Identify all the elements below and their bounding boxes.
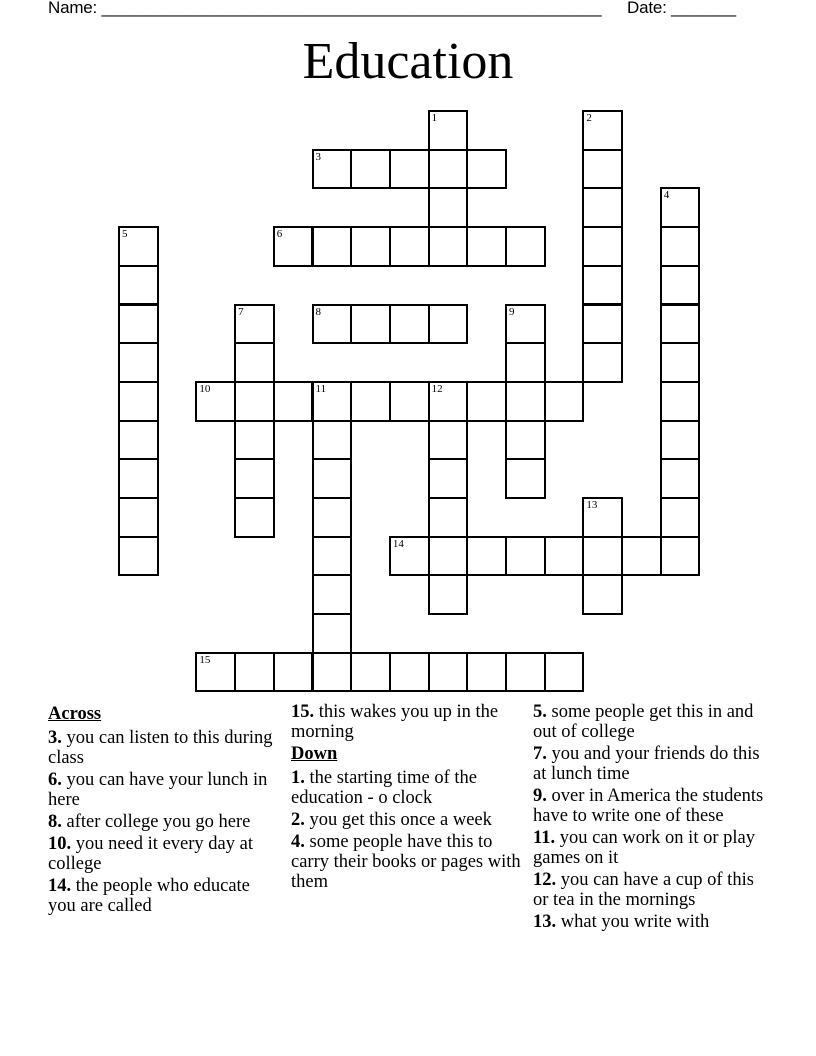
grid-cell[interactable]: [350, 149, 391, 190]
clue-number: 8.: [48, 812, 62, 832]
clue-text: some people have this to carry their books or pages with them: [291, 832, 521, 892]
grid-cell[interactable]: [660, 497, 701, 538]
grid-cell[interactable]: [505, 304, 546, 345]
grid-cell[interactable]: [660, 536, 701, 577]
grid-cell[interactable]: [505, 342, 546, 383]
grid-cell[interactable]: [273, 381, 314, 422]
clue-number: 12.: [533, 870, 557, 890]
clue-text: this wakes you up in the morning: [291, 702, 499, 742]
grid-cell[interactable]: [234, 304, 275, 345]
grid-cell[interactable]: [234, 420, 275, 461]
clue-text: after college you go here: [61, 812, 251, 832]
grid-cell[interactable]: [312, 613, 353, 654]
clue-number: 13.: [533, 912, 557, 932]
grid-cell[interactable]: [660, 265, 701, 306]
clue-number: 14.: [48, 876, 72, 896]
clue-number-label: 10: [199, 382, 211, 395]
clues-column-2: [291, 702, 526, 894]
grid-cell[interactable]: [350, 304, 391, 345]
grid-cell[interactable]: [660, 458, 701, 499]
clue-number-label: 4: [663, 189, 670, 202]
grid-cell[interactable]: [273, 652, 314, 693]
grid-cell[interactable]: [466, 652, 507, 693]
grid-cell[interactable]: [428, 574, 469, 615]
grid-cell[interactable]: [312, 574, 353, 615]
grid-cell[interactable]: [660, 187, 701, 228]
grid-cell[interactable]: [428, 381, 469, 422]
grid-cell[interactable]: [428, 226, 469, 267]
grid-cell[interactable]: [312, 149, 353, 190]
grid-cell[interactable]: [234, 497, 275, 538]
grid-cell[interactable]: [350, 652, 391, 693]
clue-number: 15.: [291, 702, 315, 722]
grid-cell[interactable]: [118, 497, 159, 538]
clue-across-14: [48, 876, 280, 916]
clue-down-12: [533, 870, 773, 910]
grid-cell[interactable]: [118, 226, 159, 267]
clue-number: 9.: [533, 786, 547, 806]
grid-cell[interactable]: [389, 304, 430, 345]
clue-text: over in America the students have to write one of these: [533, 786, 764, 826]
clue-number-label: 1: [431, 112, 438, 124]
clue-text: you can listen to this during class: [48, 728, 273, 768]
clue-number-label: 2: [586, 112, 592, 124]
grid-cell[interactable]: [312, 304, 353, 345]
clue-across-8: [48, 812, 280, 832]
grid-cell[interactable]: [312, 458, 353, 499]
grid-cell[interactable]: [466, 536, 507, 577]
grid-cell[interactable]: [234, 652, 275, 693]
grid-cell[interactable]: [234, 342, 275, 383]
clues-column-1: [48, 702, 280, 918]
grid-cell[interactable]: [660, 420, 701, 461]
grid-cell[interactable]: [660, 342, 701, 383]
grid-cell[interactable]: [312, 497, 353, 538]
grid-cell[interactable]: [312, 652, 353, 693]
grid-cell[interactable]: [428, 458, 469, 499]
clue-down-9: [533, 786, 773, 826]
clue-number-label: 3: [315, 150, 321, 163]
grid-cell[interactable]: [234, 381, 275, 422]
grid-cell[interactable]: [582, 226, 623, 267]
grid-cell[interactable]: [195, 652, 236, 693]
clue-text: what you write with: [556, 912, 710, 932]
grid-cell[interactable]: [389, 226, 430, 267]
grid-cell[interactable]: [312, 420, 353, 461]
clue-across-15: [291, 702, 526, 742]
grid-cell[interactable]: [234, 458, 275, 499]
clue-down-11: [533, 828, 773, 868]
clue-number-label: 14: [392, 537, 404, 550]
grid-cell[interactable]: [118, 536, 159, 577]
clue-number-label: 8: [315, 305, 321, 318]
grid-cell[interactable]: [428, 497, 469, 538]
grid-cell[interactable]: [582, 187, 623, 228]
grid-cell[interactable]: [389, 381, 430, 422]
clues-column-3: [533, 702, 773, 934]
grid-cell[interactable]: [544, 381, 585, 422]
clue-text: you can have a cup of this or tea in the mornings: [533, 870, 754, 910]
grid-cell[interactable]: [466, 381, 507, 422]
clue-number-label: 5: [122, 228, 128, 241]
grid-cell[interactable]: [621, 536, 662, 577]
clue-number: 10.: [48, 834, 72, 854]
grid-cell[interactable]: [428, 536, 469, 577]
grid-cell[interactable]: [582, 304, 623, 345]
grid-cell[interactable]: [312, 226, 353, 267]
grid-cell[interactable]: [428, 420, 469, 461]
grid-cell[interactable]: [582, 149, 623, 190]
grid-cell[interactable]: [118, 458, 159, 499]
clue-down-7: [533, 744, 773, 784]
clue-number: 5.: [533, 702, 547, 722]
grid-cell[interactable]: [660, 381, 701, 422]
grid-cell[interactable]: [544, 536, 585, 577]
clue-number: 11.: [533, 828, 556, 848]
grid-cell[interactable]: [350, 226, 391, 267]
clue-down-1: [291, 768, 526, 808]
grid-cell[interactable]: [505, 381, 546, 422]
date-field-label[interactable]: Date: _______: [627, 0, 736, 17]
clue-number-label: 6: [276, 228, 283, 241]
clue-number: 7.: [533, 744, 547, 764]
grid-cell[interactable]: [466, 226, 507, 267]
grid-cell[interactable]: [582, 536, 623, 577]
clue-across-10: [48, 834, 280, 874]
grid-cell[interactable]: [118, 420, 159, 461]
clue-text: you need it every day at college: [48, 834, 253, 874]
name-field-label[interactable]: Name: ______________________________________________________: [48, 0, 602, 17]
clue-number: 1.: [291, 768, 305, 788]
grid-cell[interactable]: [428, 652, 469, 693]
grid-cell[interactable]: [118, 342, 159, 383]
clue-number: 4.: [291, 832, 305, 852]
clue-number-label: 13: [586, 499, 598, 511]
grid-cell[interactable]: [389, 536, 430, 577]
grid-cell[interactable]: [505, 652, 546, 693]
grid-cell[interactable]: [312, 536, 353, 577]
clue-number: 3.: [48, 728, 62, 748]
clue-number: 6.: [48, 770, 62, 790]
grid-cell[interactable]: [505, 536, 546, 577]
grid-cell[interactable]: [273, 226, 314, 267]
clue-text: the people who educate you are called: [48, 876, 250, 916]
clue-number-label: 9: [509, 305, 515, 318]
clue-number-label: 7: [238, 305, 244, 318]
grid-cell[interactable]: [582, 497, 623, 538]
grid-cell[interactable]: [505, 458, 546, 499]
grid-cell[interactable]: [312, 381, 353, 422]
grid-cell[interactable]: [118, 381, 159, 422]
grid-cell[interactable]: [582, 342, 623, 383]
grid-cell[interactable]: [660, 226, 701, 267]
grid-cell[interactable]: [660, 304, 701, 345]
grid-cell[interactable]: [466, 149, 507, 190]
clue-text: you can work on it or play games on it: [533, 828, 755, 868]
grid-cell[interactable]: [582, 574, 623, 615]
clue-number-label: 15: [199, 653, 211, 666]
grid-cell[interactable]: [505, 420, 546, 461]
clue-number: 2.: [291, 810, 305, 830]
clue-text: you and your friends do this at lunch time: [533, 744, 760, 784]
clue-number-label: 11: [315, 382, 327, 395]
grid-cell[interactable]: [118, 265, 159, 306]
clue-text: you can have your lunch in here: [48, 770, 268, 810]
clue-down-2: [291, 810, 526, 830]
clue-down-4: [291, 832, 526, 892]
clue-down-5: [533, 702, 773, 742]
grid-cell[interactable]: [505, 226, 546, 267]
grid-cell[interactable]: [350, 381, 391, 422]
grid-cell[interactable]: [582, 265, 623, 306]
grid-cell[interactable]: [582, 110, 623, 151]
page-title: Education: [302, 33, 514, 90]
grid-cell[interactable]: [428, 304, 469, 345]
clue-across-6: [48, 770, 280, 810]
clue-text: the starting time of the education - o clock: [291, 768, 477, 808]
grid-cell[interactable]: [389, 652, 430, 693]
grid-cell[interactable]: [544, 652, 585, 693]
grid-cell[interactable]: [195, 381, 236, 422]
grid-cell[interactable]: [389, 149, 430, 190]
clue-text: you get this once a week: [304, 810, 492, 830]
clue-down-13: [533, 912, 773, 932]
grid-cell[interactable]: [118, 304, 159, 345]
down-heading: Down: [291, 744, 338, 764]
clue-text: some people get this in and out of college: [533, 702, 754, 742]
clue-across-3: [48, 728, 280, 768]
grid-cell[interactable]: [428, 187, 469, 228]
grid-cell[interactable]: [428, 149, 469, 190]
clue-number-label: 12: [431, 382, 443, 395]
grid-cell[interactable]: [428, 110, 469, 151]
across-heading: Across: [48, 704, 102, 724]
